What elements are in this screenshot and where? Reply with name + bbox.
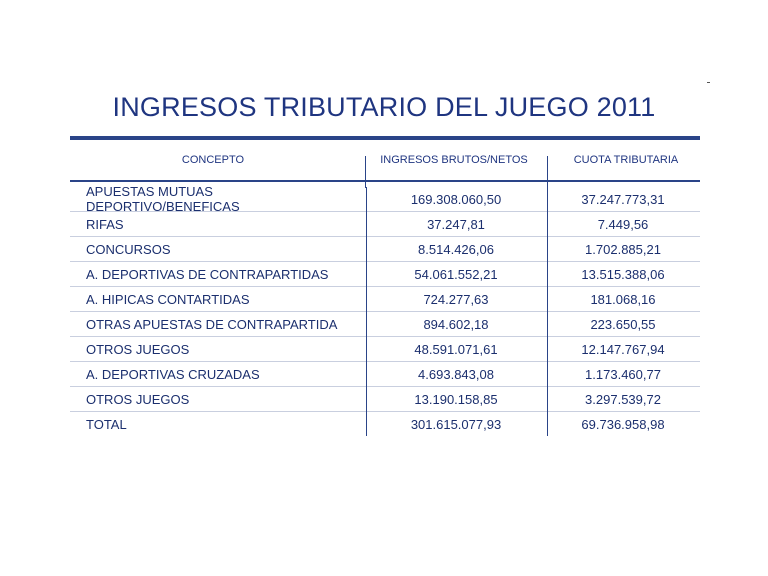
table-row xyxy=(70,212,700,237)
cell-ingresos: 4.693.843,08 xyxy=(418,366,494,382)
cell-ingresos: 54.061.552,21 xyxy=(414,266,498,282)
cell-cuota: 37.247.773,31 xyxy=(581,191,665,207)
cell-concepto: CONCURSOS xyxy=(86,241,171,257)
stray-mark xyxy=(707,82,710,83)
cell-cuota: 12.147.767,94 xyxy=(581,341,665,357)
cell-concepto: OTROS JUEGOS xyxy=(86,391,190,407)
cell-concepto: OTROS JUEGOS xyxy=(86,341,190,357)
header-separator xyxy=(547,156,548,188)
cell-cuota: 3.297.539,72 xyxy=(585,391,661,407)
cell-ingresos: 37.247,81 xyxy=(427,216,485,232)
header-row xyxy=(70,140,700,180)
table-row xyxy=(70,184,700,214)
cell-cuota: 1.702.885,21 xyxy=(585,241,661,257)
cell-ingresos: 301.615.077,93 xyxy=(410,416,502,432)
column-separator xyxy=(547,187,548,436)
total-row xyxy=(70,412,700,436)
cell-concepto: A. DEPORTIVAS DE CONTRAPARTIDAS xyxy=(86,266,329,282)
table-row xyxy=(70,362,700,387)
cell-cuota: 223.650,55 xyxy=(590,316,656,332)
cell-ingresos: 8.514.426,06 xyxy=(418,241,494,257)
cell-ingresos: 48.591.071,61 xyxy=(414,341,498,357)
header-bottom-rule xyxy=(70,180,700,182)
table-row xyxy=(70,387,700,412)
header-concepto: CONCEPTO xyxy=(181,154,245,166)
table-title: INGRESOS TRIBUTARIO DEL JUEGO 2011 xyxy=(112,92,656,122)
table-row xyxy=(70,287,700,312)
header-ingresos: INGRESOS BRUTOS/NETOS xyxy=(380,154,528,166)
column-separator xyxy=(366,187,367,436)
cell-concepto: OTRAS APUESTAS DE CONTRAPARTIDA xyxy=(86,316,338,332)
cell-ingresos: 13.190.158,85 xyxy=(414,391,498,407)
cell-concepto: TOTAL xyxy=(86,416,127,432)
cell-cuota: 7.449,56 xyxy=(597,216,649,232)
cell-ingresos: 724.277,63 xyxy=(423,291,489,307)
header-cuota: CUOTA TRIBUTARIA xyxy=(573,154,679,166)
cell-cuota: 13.515.388,06 xyxy=(581,266,665,282)
cell-cuota: 1.173.460,77 xyxy=(585,366,661,382)
table-row xyxy=(70,262,700,287)
cell-concepto: RIFAS xyxy=(86,216,124,232)
table-body xyxy=(70,184,700,436)
cell-cuota: 181.068,16 xyxy=(590,291,656,307)
cell-cuota: 69.736.958,98 xyxy=(581,416,665,432)
revenue-table xyxy=(70,136,700,436)
cell-concepto: A. DEPORTIVAS CRUZADAS xyxy=(86,366,260,382)
table-row xyxy=(70,312,700,337)
cell-ingresos: 894.602,18 xyxy=(423,316,489,332)
cell-concepto: APUESTAS MUTUAS DEPORTIVO/BENEFICAS xyxy=(86,184,240,214)
table-row xyxy=(70,337,700,362)
cell-ingresos: 169.308.060,50 xyxy=(410,191,502,207)
cell-concepto: A. HIPICAS CONTARTIDAS xyxy=(86,291,250,307)
table-row xyxy=(70,237,700,262)
